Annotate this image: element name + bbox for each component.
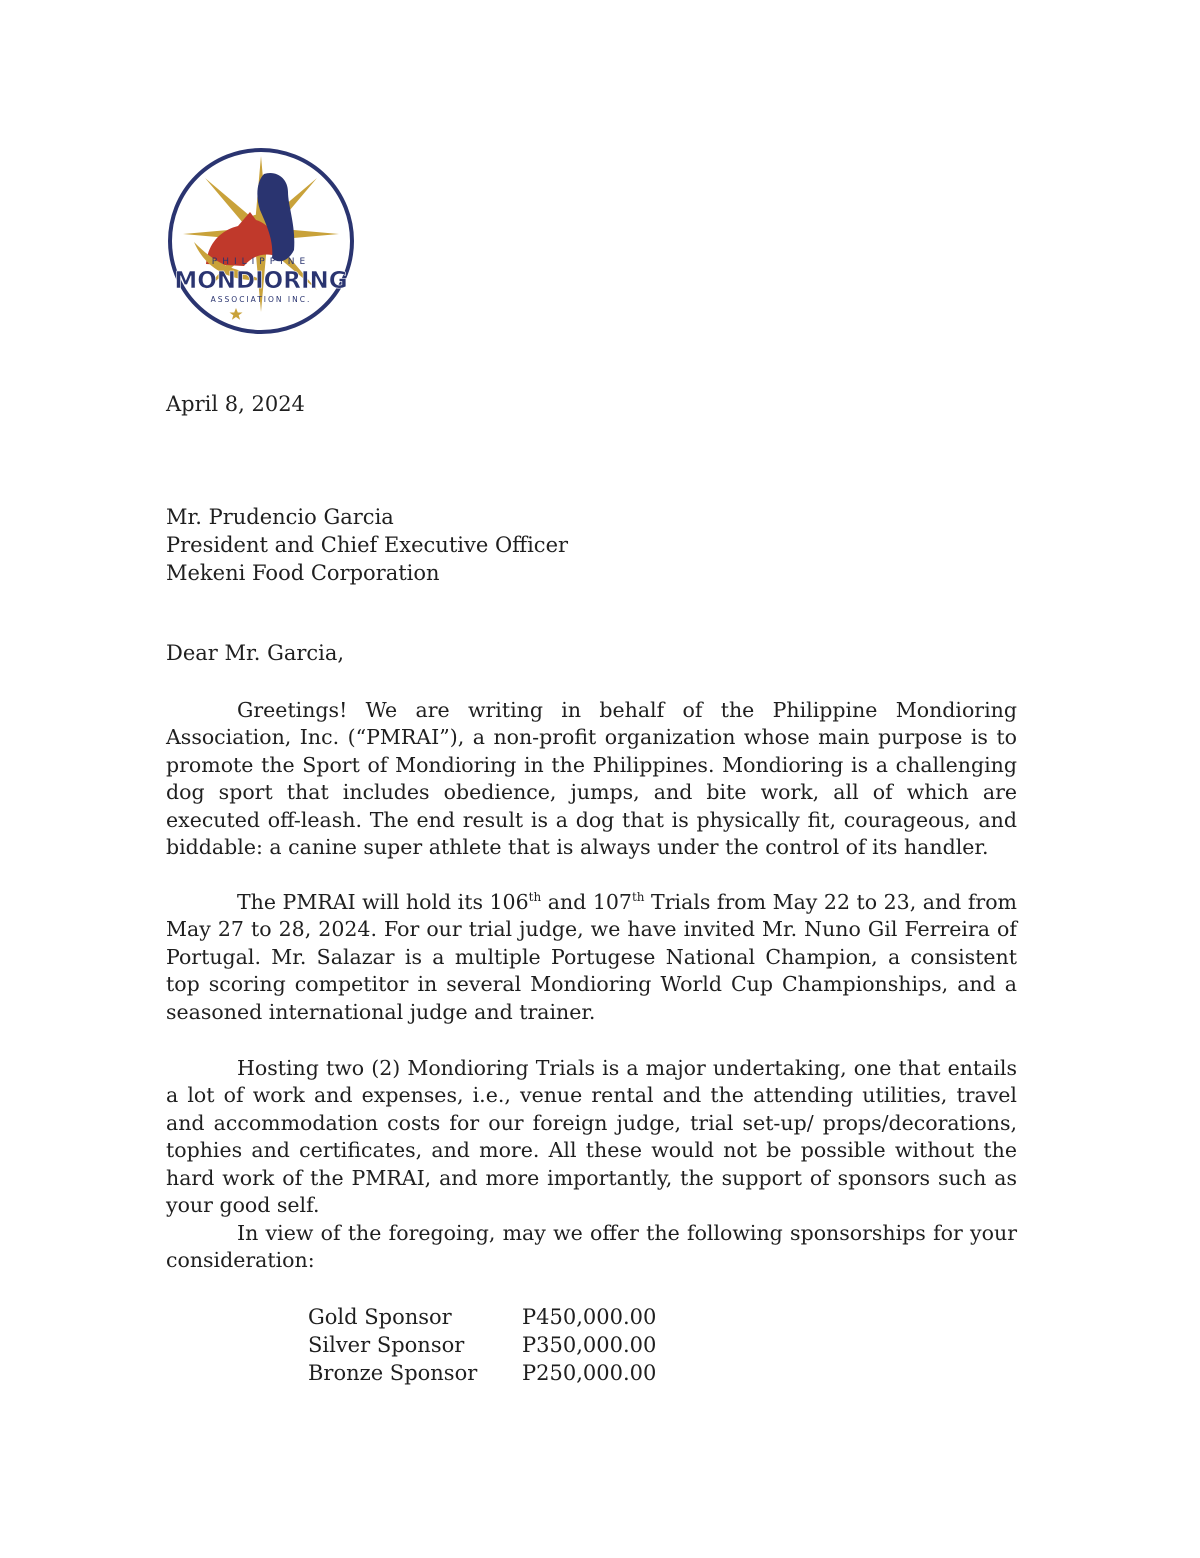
recipient-title: President and Chief Executive Officer [166, 533, 569, 557]
recipient-block [166, 503, 568, 587]
sponsorship-amount: P450,000.00 [522, 1305, 657, 1329]
paragraph-hosting: Hosting two (2) Mondioring Trials is a major undertaking, one that entails a lot of work and expenses, i.e., venue rental and the attending utilities, travel and accommodation costs for our foreign judge, trial set-up/ props/decorations, tophies and certificates, and more. All these would not be possible without the hard work of the PMRAI, and more importantly, the support of sponsors such as your good self. [166, 1056, 1017, 1218]
logo-text-main: MONDIORING [174, 268, 348, 294]
sponsorship-tier: Gold Sponsor [308, 1305, 452, 1329]
paragraph-trials [166, 889, 1017, 1026]
paragraph-intro: Greetings! We are writing in behalf of the Philippine Mondioring Association, Inc. (“PMRAI”), a non-profit organization whose main purpose is to promote the Sport of Mondioring in the Philippines. Mondioring is a challenging dog sport that includes obedience, jumps, and bite work, all of which are executed off-leash. The end result is a dog that is physically fit, courageous, and biddable: a canine super athlete that is always under the control of its handler. [166, 698, 1017, 860]
paragraph-trials-part-b: and 107 [541, 890, 632, 914]
pmrai-logo [166, 146, 356, 336]
sponsorship-row [308, 1359, 656, 1387]
sponsorship-row [308, 1303, 656, 1331]
paragraph-trials-part-a: The PMRAI will hold its 106 [237, 890, 529, 914]
paragraph-trials-part-c: Trials from May 22 to 23, and from May 27 to 28, 2024. For our trial judge, we have invited Mr. Nuno Gil Ferreira of Portugal. Mr. Salazar is a multiple Portugese National Champion, a consistent top scoring competitor in several Mondioring World Cup Championships, and a seasoned international judge and trainer. [166, 890, 1017, 1024]
sponsorship-amount: P350,000.00 [522, 1333, 657, 1357]
sponsorship-row [308, 1331, 656, 1359]
ordinal-suffix-107: th [631, 890, 645, 905]
recipient-name: Mr. Prudencio Garcia [166, 505, 394, 529]
sponsorship-list [308, 1303, 656, 1387]
logo-text-bottom: ASSOCIATION INC. [210, 295, 312, 304]
paragraph-offer: In view of the foregoing, may we offer the following sponsorships for your consideration: [166, 1221, 1017, 1273]
logo-text-top: PHILIPPINE [211, 257, 311, 267]
sponsorship-tier: Bronze Sponsor [308, 1361, 478, 1385]
letter-date: April 8, 2024 [166, 392, 305, 416]
sponsorship-amount: P250,000.00 [522, 1361, 657, 1385]
recipient-company: Mekeni Food Corporation [166, 561, 440, 585]
salutation: Dear Mr. Garcia, [166, 641, 345, 665]
sponsorship-tier: Silver Sponsor [308, 1333, 465, 1357]
ordinal-suffix-106: th [528, 890, 542, 905]
